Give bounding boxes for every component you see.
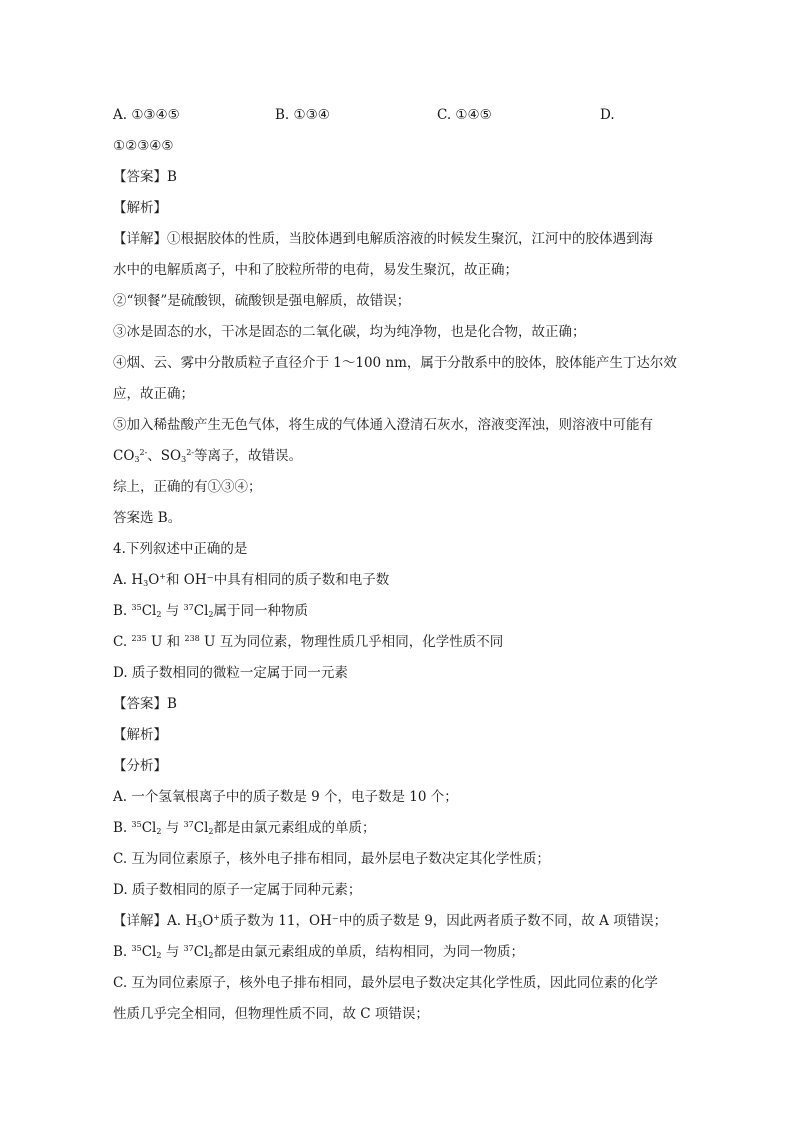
text-run: B.: [113, 944, 132, 960]
q3-options-row: [113, 100, 683, 131]
text-run: 【详解】A. H: [113, 913, 198, 929]
text-run: 质子数为 11，OH⁻中的质子数是 9，因此两者质子数不同，故 A 项错误；: [219, 913, 668, 929]
text-run: Cl: [141, 603, 157, 619]
subscript: 3: [197, 920, 203, 929]
text-run: Cl: [141, 944, 157, 960]
q3-detail-line: ④烟、云、雾中分散质粒子直径介于 1～100 nm，属于分散系中的胶体，胶体能产生丁达尔效: [113, 355, 677, 371]
text-run: 都是由氯元素组成的单质；: [213, 820, 376, 836]
q3-answer: 【答案】B: [113, 169, 177, 185]
text-run: U 和: [146, 634, 185, 650]
superscript: 35: [131, 944, 142, 953]
text-run: Cl: [193, 603, 209, 619]
superscript: +: [159, 572, 166, 581]
text-run: 与: [161, 603, 184, 619]
superscript: 238: [184, 634, 200, 643]
text-run: 和 OH⁻中具有相同的质子数和电子数: [165, 572, 390, 588]
superscript: 37: [183, 603, 194, 612]
text-run: 与: [161, 820, 184, 836]
q4-detail-c: C. 互为同位素原子，核外电子排布相同，最外层电子数决定其化学性质，因此同位素的化学: [113, 975, 658, 991]
q3-detail-line-ions: [113, 441, 683, 472]
q4-fenxi-d: D. 质子数相同的原子一定属于同种元素；: [113, 882, 362, 898]
q4-answer: 【答案】B: [113, 696, 177, 712]
q3-option-d: D.: [600, 107, 615, 123]
text-run: A. H: [113, 572, 144, 588]
superscript: +: [213, 913, 220, 922]
text-run: O: [148, 572, 160, 588]
formula-co: CO: [113, 448, 135, 464]
text-run: Cl: [193, 820, 209, 836]
q3-analysis-label: 【解析】: [113, 200, 167, 216]
superscript: 35: [131, 820, 142, 829]
text-run: C.: [113, 634, 132, 650]
superscript: 235: [131, 634, 147, 643]
q3-option-a: A. ①③④⑤: [113, 107, 180, 123]
q4-option-c: [113, 627, 683, 658]
separator: 、SO: [147, 448, 182, 464]
q3-detail-line: 【详解】①根据胶体的性质，当胶体遇到电解质溶液的时候发生聚沉，江河中的胶体遇到海: [113, 231, 653, 247]
q3-detail-line: ⑤加入稀盐酸产生无色气体，将生成的气体通入澄清石灰水，溶液变浑浊，则溶液中可能有: [113, 417, 653, 433]
subscript: 2: [156, 951, 162, 960]
q3-detail-line: ③冰是固态的水，干冰是固态的二氧化碳，均为纯净物，也是化合物，故正确；: [113, 324, 586, 340]
q3-option-c: C. ①④⑤: [437, 107, 492, 123]
q3-option-d-continued: ①②③④⑤: [113, 138, 174, 154]
subscript: 2: [208, 827, 214, 836]
text-run: O: [202, 913, 214, 929]
subscript: 2: [208, 610, 214, 619]
superscript: 37: [183, 944, 194, 953]
text-run: 与: [161, 944, 184, 960]
q3-detail-line: ②“钡餐”是硫酸钡，硫酸钡是强电解质，故错误；: [113, 293, 411, 309]
q4-fenxi-a: A. 一个氢氧根离子中的质子数是 9 个，电子数是 10 个；: [113, 789, 458, 805]
q4-stem: 4.下列叙述中正确的是: [113, 541, 248, 557]
q4-detail-a: [113, 906, 683, 937]
document-page: [113, 100, 683, 1030]
subscript: 3: [181, 455, 187, 464]
text-run: B.: [113, 603, 132, 619]
q3-detail-line: 应，故正确；: [113, 386, 194, 402]
superscript: 2-: [139, 448, 148, 457]
superscript: 2-: [186, 448, 195, 457]
text-run: 都是由氯元素组成的单质，结构相同，为同一物质；: [213, 944, 524, 960]
q3-detail-line: 综上，正确的有①③④；: [113, 479, 262, 495]
text-run: U 互为同位素，物理性质几乎相同，化学性质不同: [199, 634, 504, 650]
q3-detail-line: 水中的电解质离子，中和了胶粒所带的电荷，易发生聚沉，故正确；: [113, 262, 518, 278]
text-run: B.: [113, 820, 132, 836]
subscript: 2: [156, 827, 162, 836]
q4-fenxi-label: 【分析】: [113, 758, 167, 774]
q4-option-a: [113, 565, 683, 596]
superscript: 37: [183, 820, 194, 829]
q4-analysis-label: 【解析】: [113, 727, 167, 743]
q4-fenxi-c: C. 互为同位素原子，核外电子排布相同，最外层电子数决定其化学性质；: [113, 851, 550, 867]
q4-fenxi-b: [113, 813, 683, 844]
q4-option-b: [113, 596, 683, 627]
q4-detail-b: [113, 937, 683, 968]
q4-option-d: D. 质子数相同的微粒一定属于同一元素: [113, 665, 348, 681]
q3-detail-line: 答案选 B。: [113, 510, 182, 526]
subscript: 3: [143, 579, 149, 588]
text-run: Cl: [193, 944, 209, 960]
text-run: Cl: [141, 820, 157, 836]
q4-detail-c-cont: 性质几乎完全相同，但物理性质不同，故 C 项错误；: [113, 1006, 429, 1022]
subscript: 2: [208, 951, 214, 960]
text-run: 等离子，故错误。: [194, 448, 303, 464]
q3-option-b: B. ①③④: [275, 107, 330, 123]
subscript: 3: [134, 455, 140, 464]
subscript: 2: [156, 610, 162, 619]
text-run: 属于同一种物质: [213, 603, 308, 619]
superscript: 35: [131, 603, 142, 612]
